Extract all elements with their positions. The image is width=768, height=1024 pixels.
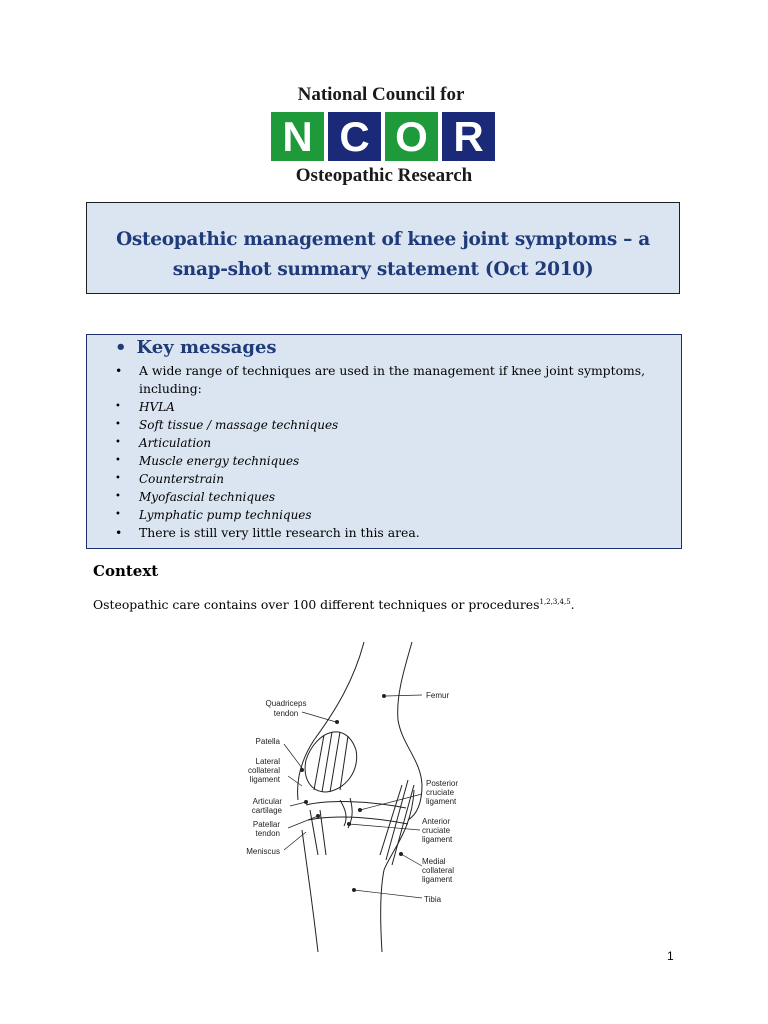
bullet-icon: • <box>115 419 121 430</box>
logo-tiles <box>271 112 500 161</box>
label-meniscus: Meniscus <box>246 847 280 856</box>
list-item-text: Counterstrain <box>139 472 224 486</box>
bullet-icon: • <box>115 509 121 520</box>
key-message-item <box>115 362 671 398</box>
logo-tile-o: O <box>385 112 438 161</box>
list-item-text: Articulation <box>139 436 212 450</box>
reference-superscript: 1,2,3,4,5 <box>539 598 571 606</box>
key-messages-heading-text: Key messages <box>136 337 277 358</box>
page-number: 1 <box>667 949 674 963</box>
document-title: Osteopathic management of knee joint symptoms – a snap-shot summary statement (Oct 2010) <box>116 229 650 280</box>
label-anterior-line3: ligament <box>422 835 453 844</box>
list-item-text: Muscle energy techniques <box>139 454 300 468</box>
logo-bottom-text: Osteopathic Research <box>295 165 473 186</box>
tibia-outline <box>302 830 318 952</box>
technique-list-item <box>115 452 671 470</box>
technique-list-item <box>115 470 671 488</box>
list-item-text: A wide range of techniques are used in the management if knee joint symptoms, including: <box>139 363 646 396</box>
technique-list-item <box>115 434 671 452</box>
list-item-text: Soft tissue / massage techniques <box>139 418 339 432</box>
label-anterior-line1: Anterior <box>422 817 451 826</box>
bullet-icon: • <box>115 473 121 484</box>
logo-top-text: National Council for <box>297 84 465 105</box>
knee-anatomy-figure <box>236 640 476 956</box>
label-medial-line3: ligament <box>422 875 453 884</box>
bullet-icon: • <box>115 363 123 378</box>
tibia-outline-right <box>381 790 414 952</box>
context-paragraph-end: . <box>570 597 575 612</box>
list-item-text: There is still very little research in this area. <box>139 525 420 540</box>
key-messages-list <box>115 362 671 542</box>
label-posterior-line3: ligament <box>426 797 457 806</box>
key-message-item <box>115 524 671 542</box>
technique-list-item <box>115 488 671 506</box>
label-quadriceps-line1: Quadriceps <box>265 699 307 708</box>
label-quadriceps-line2: tendon <box>273 709 299 718</box>
label-patella: Patella <box>255 737 280 746</box>
context-paragraph <box>93 597 575 612</box>
key-messages-box <box>86 334 682 549</box>
label-lateral-collateral-line1: Lateral <box>255 757 280 766</box>
key-messages-heading <box>115 337 277 358</box>
label-tibia: Tibia <box>424 895 442 904</box>
list-item-text: HVLA <box>139 400 175 414</box>
label-lateral-collateral-line2: collateral <box>247 766 280 775</box>
femur-outline-right <box>398 642 422 820</box>
label-patellar-tendon-line2: tendon <box>255 829 280 838</box>
list-item-text: Myofascial techniques <box>139 490 276 504</box>
bullet-icon: • <box>115 491 121 502</box>
ncor-logo <box>268 84 500 187</box>
label-anterior-line2: cruciate <box>422 826 451 835</box>
title-box <box>86 202 680 294</box>
label-femur: Femur <box>426 691 450 700</box>
label-lateral-collateral-line3: ligament <box>249 775 280 784</box>
label-medial-line2: collateral <box>422 866 455 875</box>
technique-list-item <box>115 416 671 434</box>
logo-tile-r: R <box>442 112 495 161</box>
bullet-icon: • <box>115 337 127 358</box>
technique-list-item <box>115 506 671 524</box>
label-posterior-line1: Posterior <box>426 779 459 788</box>
label-articular-line2: cartilage <box>251 806 282 815</box>
technique-list-item <box>115 398 671 416</box>
label-posterior-line2: cruciate <box>426 788 455 797</box>
bullet-icon: • <box>115 437 121 448</box>
logo-tile-c: C <box>328 112 381 161</box>
bullet-icon: • <box>115 401 121 412</box>
context-heading: Context <box>93 562 159 580</box>
label-articular-line1: Articular <box>252 797 282 806</box>
context-paragraph-text: Osteopathic care contains over 100 different techniques or procedures <box>93 597 540 612</box>
label-medial-line1: Medial <box>422 857 446 866</box>
label-patellar-tendon-line1: Patellar <box>252 820 280 829</box>
list-item-text: Lymphatic pump techniques <box>139 508 312 522</box>
bullet-icon: • <box>115 455 121 466</box>
femur-outline <box>298 642 364 800</box>
logo-tile-n: N <box>271 112 324 161</box>
bullet-icon: • <box>115 525 123 540</box>
